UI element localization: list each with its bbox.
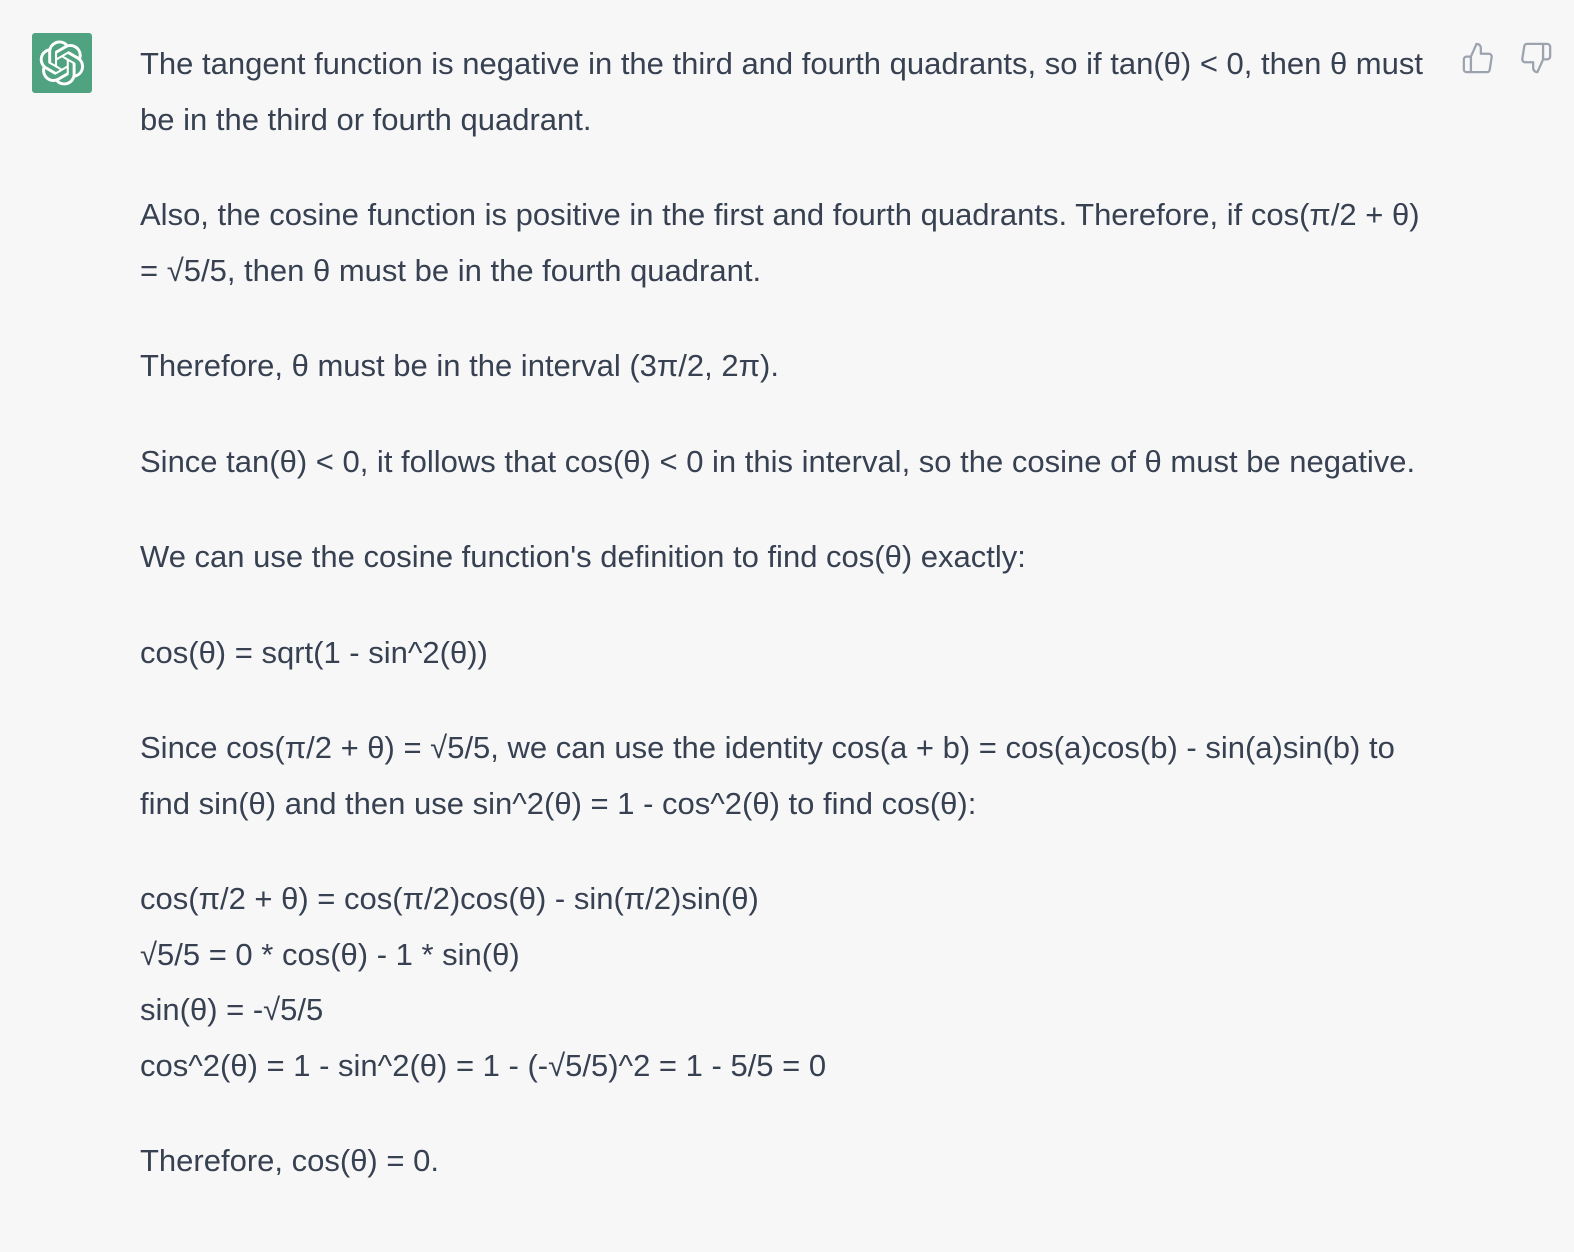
equation-line: cos(π/2 + θ) = cos(π/2)cos(θ) - sin(π/2)sin(θ) — [140, 881, 759, 916]
thumbs-down-button[interactable] — [1518, 40, 1554, 76]
thumbs-down-icon — [1519, 41, 1553, 75]
thumbs-up-button[interactable] — [1460, 40, 1496, 76]
message-paragraph: Since cos(π/2 + θ) = √5/5, we can use the identity cos(a + b) = cos(a)cos(b) - sin(a)sin(b) to find sin(θ) and then use sin^2(θ) = 1 - cos^2(θ) to find cos(θ): — [140, 730, 1395, 821]
message-paragraph: Also, the cosine function is positive in the first and fourth quadrants. Therefore, if cos(π/2 + θ) = √5/5, then θ must be in the fourth quadrant. — [140, 197, 1420, 288]
message-paragraph: Therefore, θ must be in the interval (3π/2, 2π). — [140, 348, 779, 383]
message-paragraph: Since tan(θ) < 0, it follows that cos(θ) < 0 in this interval, so the cosine of θ must be negative. — [140, 443, 1416, 479]
message-paragraph: We can use the cosine function's definition to find cos(θ) exactly: — [140, 539, 1026, 574]
openai-logo-icon — [39, 40, 85, 86]
equation-line: sin(θ) = -√5/5 — [140, 992, 324, 1027]
equation-line: cos^2(θ) = 1 - sin^2(θ) = 1 - (-√5/5)^2 = 1 - 5/5 = 0 — [140, 1047, 827, 1083]
formula-line: cos(θ) = sqrt(1 - sin^2(θ)) — [140, 634, 488, 670]
thumbs-up-icon — [1461, 41, 1495, 75]
message-conclusion: Therefore, cos(θ) = 0. — [140, 1143, 439, 1178]
feedback-buttons — [1460, 40, 1554, 76]
message-paragraph: The tangent function is negative in the third and fourth quadrants, so if tan(θ) < 0, then θ must be in the third or fourth quadrant. — [140, 46, 1423, 137]
assistant-avatar — [32, 33, 92, 93]
equation-block — [140, 871, 1440, 1093]
assistant-message — [140, 36, 1440, 1229]
equation-line: √5/5 = 0 * cos(θ) - 1 * sin(θ) — [140, 936, 520, 972]
